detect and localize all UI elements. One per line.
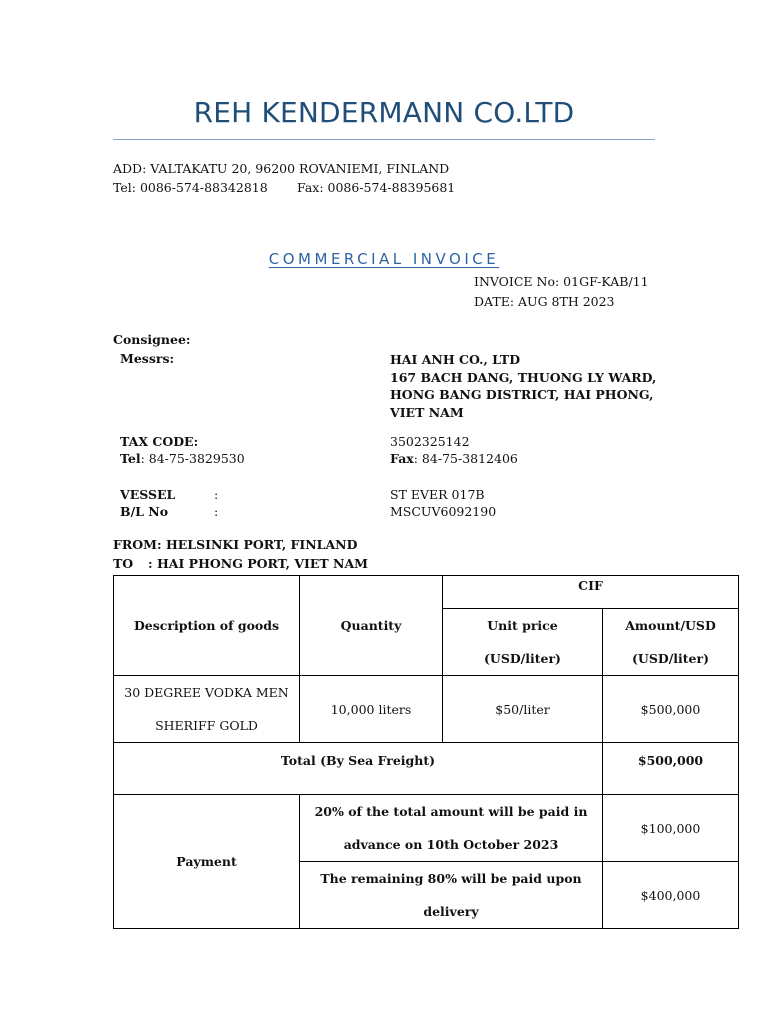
item-amount: $500,000 (603, 676, 739, 743)
company-name: REH KENDERMANN CO.LTD (193, 96, 575, 129)
item-description-line: SHERIFF GOLD (155, 718, 258, 733)
fax-value: : 84-75-3812406 (413, 451, 518, 466)
consignee-heading: Consignee: (113, 332, 191, 347)
header-divider (113, 139, 655, 140)
vessel-colon: : (214, 487, 219, 502)
goods-table (113, 575, 739, 929)
payment-label: Payment (114, 795, 300, 929)
unit-price-unit: (USD/liter) (484, 651, 561, 666)
item-unit-price: $50/liter (443, 676, 603, 743)
tel-value: : 84-75-3829530 (140, 451, 245, 466)
amount-unit: (USD/liter) (632, 651, 709, 666)
consignee-name-block (390, 351, 656, 421)
vessel-label: VESSEL (120, 487, 176, 502)
company-tel: Tel: 0086-574-88342818 (113, 180, 268, 195)
vessel-value: ST EVER 017B (390, 487, 485, 502)
tax-code-value: 3502325142 (390, 434, 470, 449)
messrs-label: Messrs: (120, 351, 175, 366)
header-quantity: Quantity (300, 576, 443, 676)
bl-label: B/L No (120, 504, 169, 519)
company-address: ADD: VALTAKATU 20, 96200 ROVANIEMI, FINLAND (113, 161, 450, 176)
company-fax: Fax: 0086-574-88395681 (297, 180, 456, 195)
payment-term-line: advance on 10th October 2023 (343, 837, 559, 852)
route-from: FROM: HELSINKI PORT, FINLAND (113, 537, 358, 552)
item-quantity: 10,000 liters (300, 676, 443, 743)
header-unit-price (443, 609, 603, 676)
header-cif: CIF (443, 576, 739, 609)
route-to-label: TO (113, 556, 134, 571)
payment-term-line: The remaining 80% will be paid upon (320, 871, 582, 886)
payment-amount: $400,000 (603, 862, 739, 929)
total-amount: $500,000 (603, 743, 739, 795)
item-description (114, 676, 300, 743)
total-row (114, 743, 739, 795)
consignee-line: VIET NAM (390, 404, 464, 420)
payment-term-line: 20% of the total amount will be paid in (314, 804, 588, 819)
invoice-title: COMMERCIAL INVOICE (268, 250, 500, 268)
unit-price-label: Unit price (487, 618, 558, 633)
amount-label: Amount/USD (625, 618, 716, 633)
payment-term-line: delivery (423, 904, 479, 919)
tel-label: Tel (120, 451, 141, 466)
consignee-line: HAI ANH CO., LTD (390, 352, 521, 367)
route-to-value: : HAI PHONG PORT, VIET NAM (148, 556, 369, 571)
payment-amount: $100,000 (603, 795, 739, 862)
item-description-line: 30 DEGREE VODKA MEN (124, 685, 289, 700)
consignee-line: HONG BANG DISTRICT, HAI PHONG, (390, 387, 654, 402)
fax-label: Fax (390, 451, 414, 466)
payment-row (114, 795, 739, 862)
bl-colon: : (214, 504, 219, 519)
total-label: Total (By Sea Freight) (114, 743, 603, 795)
header-description: Description of goods (114, 576, 300, 676)
payment-term (300, 862, 603, 929)
invoice-number: INVOICE No: 01GF-KAB/11 (474, 274, 649, 289)
consignee-tel (120, 451, 245, 466)
tax-code-label: TAX CODE: (120, 434, 199, 449)
payment-term (300, 795, 603, 862)
bl-value: MSCUV6092190 (390, 504, 497, 519)
invoice-date: DATE: AUG 8TH 2023 (474, 294, 615, 309)
table-row (114, 676, 739, 743)
header-amount (603, 609, 739, 676)
consignee-line: 167 BACH DANG, THUONG LY WARD, (390, 369, 657, 385)
consignee-fax (390, 451, 518, 466)
